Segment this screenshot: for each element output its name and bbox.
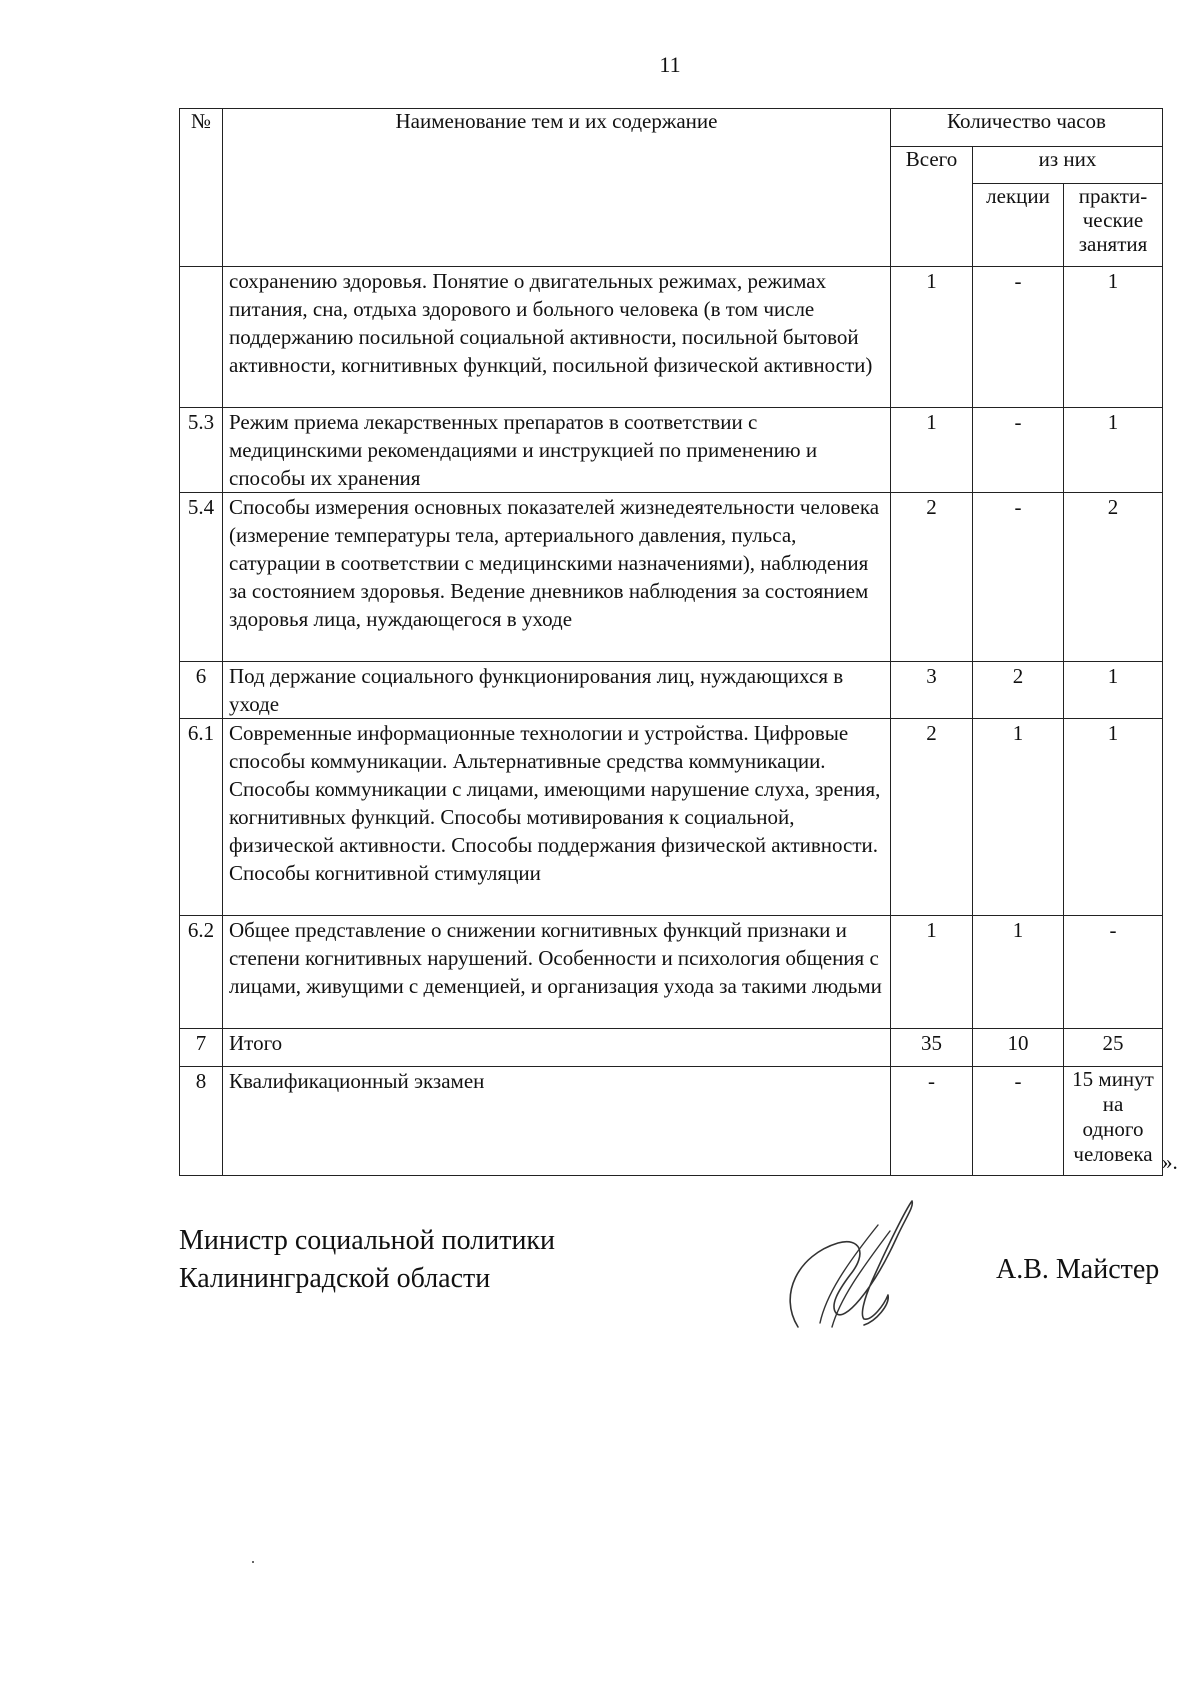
row-topic: Современные информационные технологии и устройства. Цифровые способы коммуникации. Альтернативные средства коммуникации. Способы коммуникации с лицами, имеющими нарушение слуха, зрения, когнитивных функций. Способы мотивирования к социальной, физической активности. Способы поддержания физической активности. Способы когнитивной стимуляции <box>223 719 891 916</box>
row-topic: Итого <box>223 1029 891 1067</box>
row-topic: Квалификационный экзамен <box>223 1067 891 1176</box>
row-practical: 25 <box>1064 1029 1163 1067</box>
header-hours-group: Количество часов <box>891 109 1163 147</box>
row-practical: 1 <box>1064 267 1163 408</box>
signer-name: А.В. Майстер <box>996 1254 1160 1285</box>
header-lectures: лекции <box>973 184 1064 267</box>
row-practical: 1 <box>1064 662 1163 719</box>
row-num: 8 <box>180 1067 223 1176</box>
curriculum-table <box>179 108 1163 1176</box>
header-total: Всего <box>891 147 973 267</box>
table-row <box>180 719 1163 916</box>
table-row <box>180 662 1163 719</box>
table-header <box>180 109 1163 267</box>
table-row <box>180 408 1163 493</box>
row-practical: 1 <box>1064 719 1163 916</box>
row-topic: Общее представление о снижении когнитивных функций признаки и степени когнитивных нарушений. Особенности и психология общения с лицами, живущими с деменцией, и организация ухода за такими людьми <box>223 916 891 1029</box>
row-total: 2 <box>891 719 973 916</box>
row-lectures: - <box>973 408 1064 493</box>
row-total: 1 <box>891 267 973 408</box>
row-total: 35 <box>891 1029 973 1067</box>
row-num: 5.3 <box>180 408 223 493</box>
row-topic: Способы измерения основных показателей жизнедеятельности человека (измерение температуры тела, артериального давления, пульса, сатурации в соответствии с медицинскими назначениями), наблюдения за состоянием здоровья. Ведение дневников наблюдения за состоянием здоровья лица, нуждающегося в уходе <box>223 493 891 662</box>
row-num: 5.4 <box>180 493 223 662</box>
row-practical: - <box>1064 916 1163 1029</box>
header-of-which: из них <box>973 147 1163 184</box>
closing-quote: ». <box>1162 1150 1178 1174</box>
header-practical: практи-ческие занятия <box>1064 184 1163 267</box>
row-lectures: 10 <box>973 1029 1064 1067</box>
table-row <box>180 1029 1163 1067</box>
row-practical: 15 минут на одного человека <box>1064 1067 1163 1176</box>
handwritten-signature-icon <box>780 1195 930 1345</box>
row-lectures: - <box>973 493 1064 662</box>
row-total: 3 <box>891 662 973 719</box>
signatory-title-line1: Министр социальной политики <box>179 1225 556 1256</box>
table-row <box>180 916 1163 1029</box>
row-topic: Режим приема лекарственных препаратов в соответствии с медицинскими рекомендациями и инструкцией по применению и способы их хранения <box>223 408 891 493</box>
row-lectures: 1 <box>973 916 1064 1029</box>
row-total: - <box>891 1067 973 1176</box>
row-topic: сохранению здоровья. Понятие о двигательных режимах, режимах питания, сна, отдыха здорового и больного человека (в том числе поддержанию посильной социальной активности, посильной бытовой активности, когнитивных функций, посильной физической активности) <box>223 267 891 408</box>
row-num <box>180 267 223 408</box>
row-total: 1 <box>891 408 973 493</box>
row-num: 6.1 <box>180 719 223 916</box>
table-row <box>180 267 1163 408</box>
row-num: 7 <box>180 1029 223 1067</box>
table-row <box>180 1067 1163 1176</box>
row-num: 6.2 <box>180 916 223 1029</box>
row-topic: Под держание социального функционирования лиц, нуждающихся в уходе <box>223 662 891 719</box>
row-total: 1 <box>891 916 973 1029</box>
row-num: 6 <box>180 662 223 719</box>
row-lectures: 2 <box>973 662 1064 719</box>
row-lectures: - <box>973 267 1064 408</box>
row-lectures: - <box>973 1067 1064 1176</box>
header-topic: Наименование тем и их содержание <box>223 109 891 267</box>
signatory-title-line2: Калининградской области <box>179 1263 491 1294</box>
signatory-title <box>179 1222 555 1298</box>
page-number: 11 <box>659 52 681 77</box>
row-total: 2 <box>891 493 973 662</box>
row-practical: 1 <box>1064 408 1163 493</box>
scan-artifact-dot <box>252 1561 254 1563</box>
row-practical: 2 <box>1064 493 1163 662</box>
table-row <box>180 493 1163 662</box>
row-lectures: 1 <box>973 719 1064 916</box>
header-num: № <box>180 109 223 267</box>
